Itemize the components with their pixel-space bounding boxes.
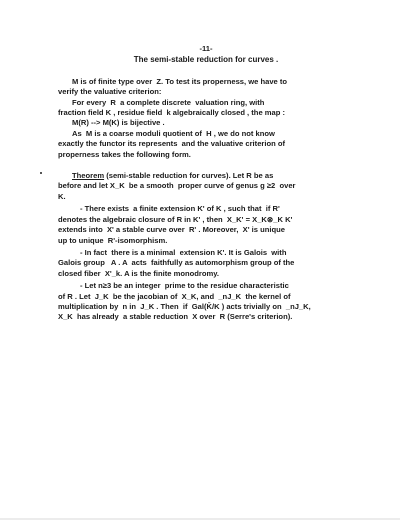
text-line: denotes the algebraic closure of R in K' , then X_K' = X_K⊗_K K'	[58, 214, 293, 224]
text-line: properness takes the following form.	[58, 149, 191, 159]
theorem-label: Theorem	[72, 171, 105, 181]
text-line: K.	[58, 191, 66, 201]
theorem-block	[58, 171, 354, 323]
text-line: - In fact there is a minimal extension K'. It is Galois with	[80, 247, 287, 257]
text-line: - There exists a finite extension K' of K , such that if R'	[80, 204, 280, 214]
theorem-heading-line	[58, 171, 354, 181]
text-line: - Let n≥3 be an integer prime to the residue characteristic	[80, 281, 289, 291]
scan-speck	[40, 172, 42, 174]
text-line: M is of finite type over Z. To test its properness, we have to	[72, 76, 288, 86]
text-line: M(R) --> M(K) is bijective .	[72, 118, 165, 128]
text-line: Galois group A . A acts faithfully as automorphism group of the	[58, 258, 295, 268]
section-title: The semi-stable reduction for curves .	[133, 55, 279, 65]
text-line: fraction field K , residue field k algebraically closed , the map :	[58, 108, 286, 118]
theorem-item-monodromy	[58, 248, 354, 279]
text-line: verify the valuative criterion:	[58, 87, 162, 97]
theorem-item-existence	[58, 204, 354, 246]
page-content	[58, 44, 354, 323]
text-line: extends into X' a stable curve over R' . Moreover, X' is unique	[58, 225, 285, 235]
text-line: of R . Let J_K be the jacobian of X_K, and _nJ_K the kernel of	[58, 291, 291, 301]
text-line: X_K has already a stable reduction X over R (Serre's criterion).	[58, 312, 293, 322]
theorem-heading-rest: (semi-stable reduction for curves). Let R be as	[104, 171, 274, 181]
text-line: exactly the functor its represents and the valuative criterion of	[58, 139, 286, 149]
text-line: up to unique R'-isomorphism.	[58, 235, 168, 245]
text-line: closed fiber X'_k. A is the finite monodromy.	[58, 268, 220, 278]
text-line: For every R a complete discrete valuation ring, with	[72, 97, 265, 107]
page-number: -11-	[199, 44, 213, 53]
text-line: As M is a coarse moduli quotient of H , we do not know	[72, 128, 275, 138]
theorem-item-serre	[58, 281, 354, 323]
text-line: multiplication by n in J_K . Then if Gal(K̄/K ) acts trivially on _nJ_K,	[58, 301, 311, 311]
text-line: before and let X_K be a smooth proper curve of genus g ≥2 over	[58, 181, 296, 191]
properness-paragraph	[58, 77, 354, 160]
